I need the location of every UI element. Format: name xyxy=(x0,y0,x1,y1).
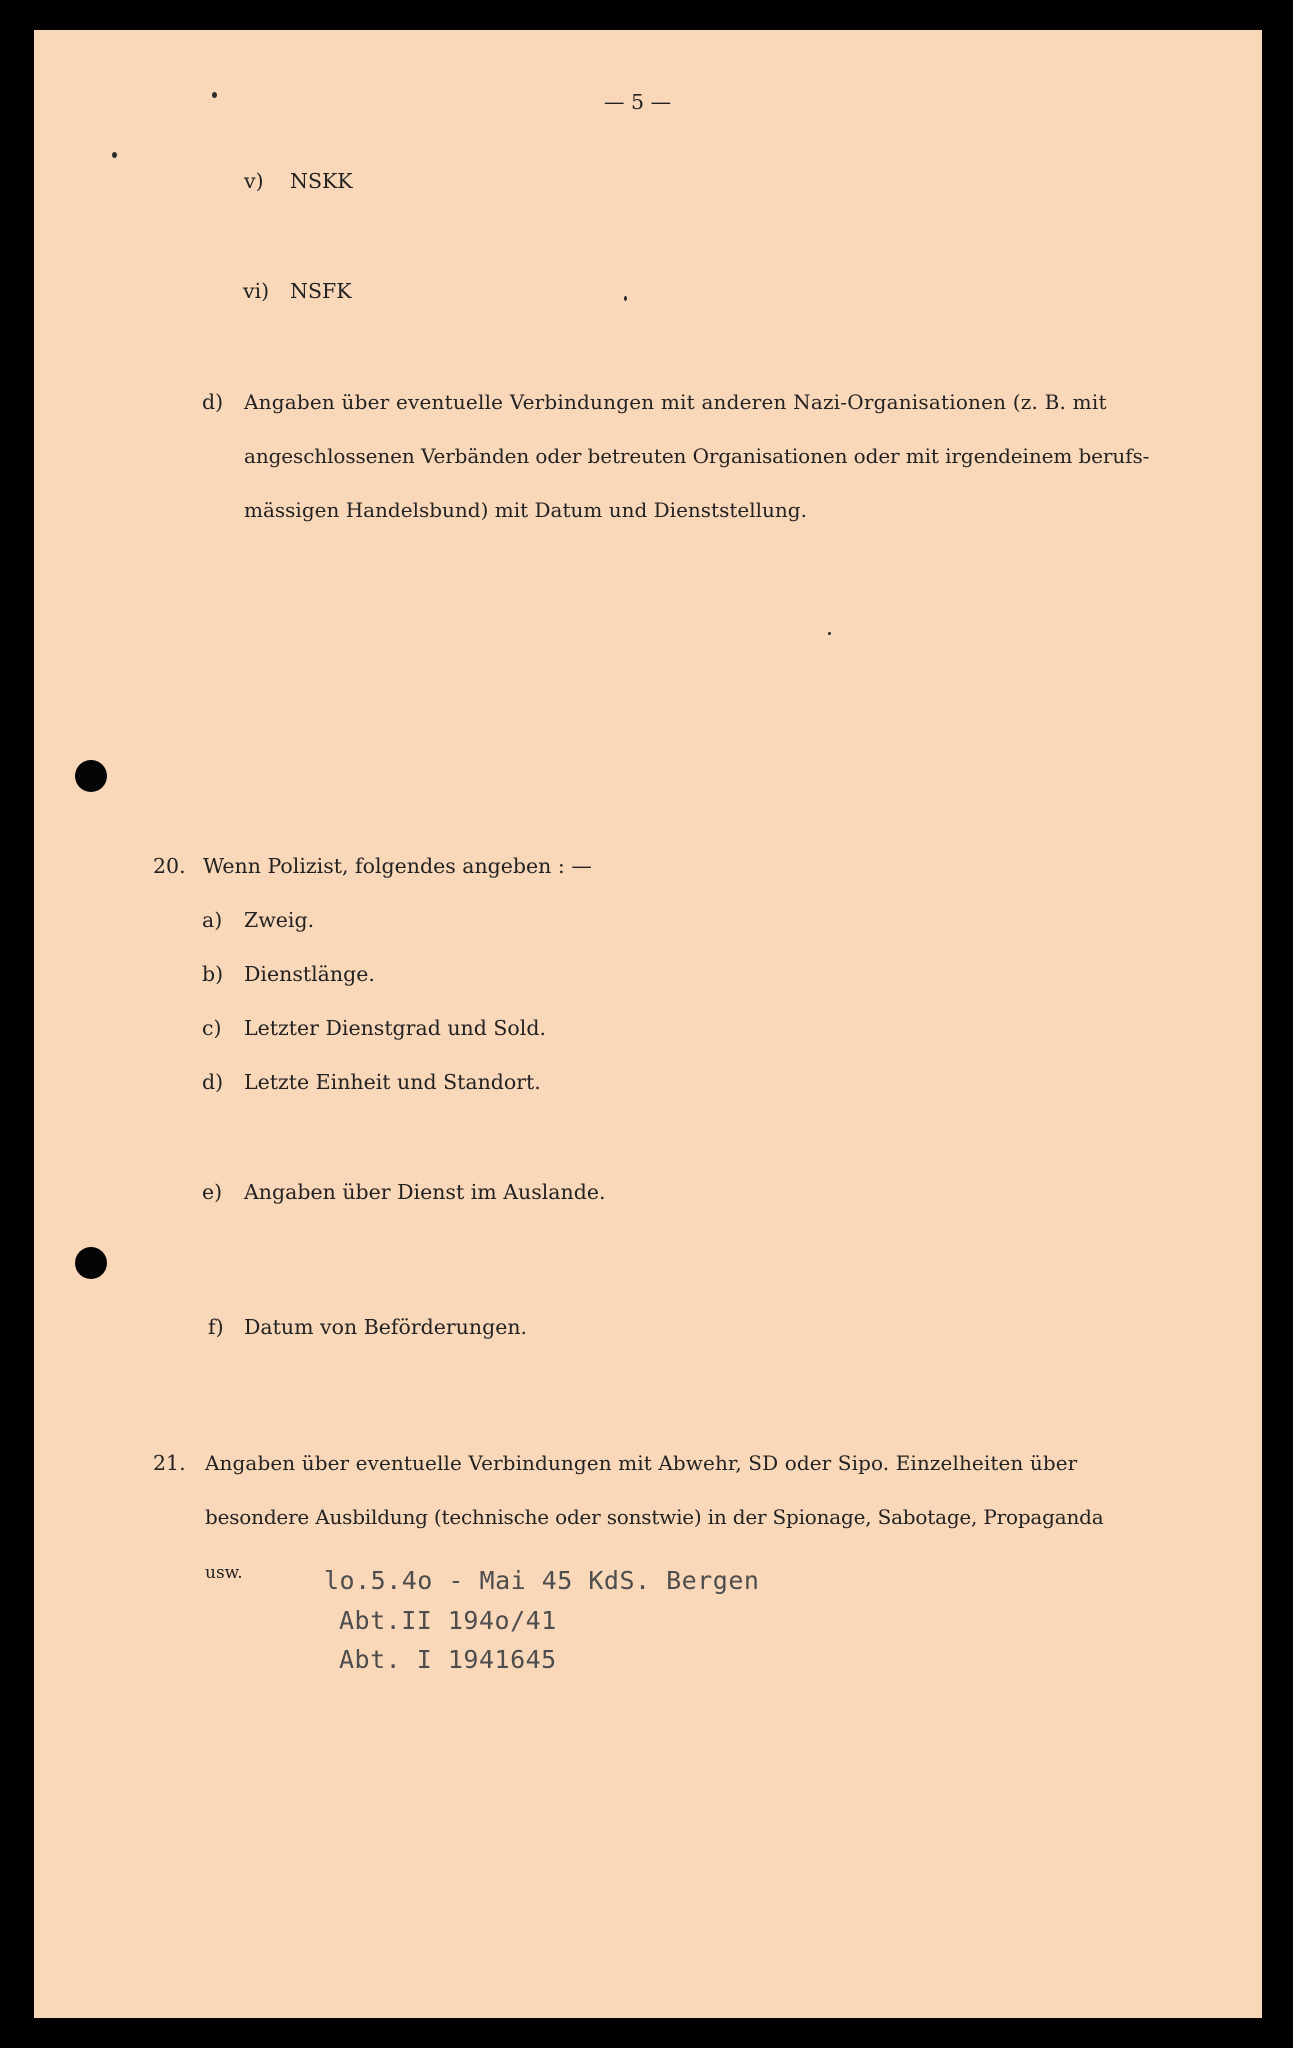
item-d-line-2: angeschlossenen Verbänden oder betreuten Organisationen oder mit irgendeinem berufs- xyxy=(244,444,1150,468)
q21-line-2: besondere Ausbildung (technische oder sonstwie) in der Spionage, Sabotage, Propaganda xyxy=(205,1505,1104,1529)
item-d-line-3: mässigen Handelsbund) mit Datum und Dienststellung. xyxy=(244,498,807,522)
q20-e-text: Angaben über Dienst im Auslande. xyxy=(244,1180,606,1204)
typed-answer-line-1: lo.5.4o - Mai 45 KdS. Bergen xyxy=(324,1566,760,1595)
punch-hole-bottom xyxy=(75,1247,107,1279)
punch-hole-top xyxy=(75,760,107,792)
typed-answer-line-2: Abt.II 194o/41 xyxy=(339,1606,557,1635)
q20-f-marker: f) xyxy=(208,1315,224,1339)
typed-answer-line-3: Abt. I 1941645 xyxy=(339,1645,557,1674)
q20-b-marker: b) xyxy=(202,962,224,986)
q20-text: Wenn Polizist, folgendes angeben : — xyxy=(203,854,592,878)
speck xyxy=(212,92,217,98)
q20-b-text: Dienstlänge. xyxy=(244,962,375,986)
q20-number: 20. xyxy=(153,854,186,878)
item-vi-marker: vi) xyxy=(243,279,270,303)
q21-number: 21. xyxy=(153,1451,186,1475)
q21-line-3: usw. xyxy=(205,1563,243,1583)
speck xyxy=(112,152,117,158)
q20-c-marker: c) xyxy=(202,1016,222,1040)
item-v-text: NSKK xyxy=(290,169,353,193)
q20-f-text: Datum von Beförderungen. xyxy=(244,1315,528,1339)
item-d-marker: d) xyxy=(202,390,224,414)
document-page xyxy=(34,30,1262,2018)
q20-c-text: Letzter Dienstgrad und Sold. xyxy=(244,1016,546,1040)
q20-d-marker: d) xyxy=(202,1070,224,1094)
speck xyxy=(624,296,627,301)
item-d-line-1: Angaben über eventuelle Verbindungen mit anderen Nazi-Organisationen (z. B. mit xyxy=(244,390,1107,414)
q20-d-text: Letzte Einheit und Standort. xyxy=(244,1070,541,1094)
page-number: — 5 — xyxy=(604,90,672,114)
q20-a-marker: a) xyxy=(202,908,223,932)
q21-line-1: Angaben über eventuelle Verbindungen mit Abwehr, SD oder Sipo. Einzelheiten über xyxy=(205,1451,1078,1475)
speck xyxy=(828,632,831,635)
item-v-marker: v) xyxy=(244,169,264,193)
q20-e-marker: e) xyxy=(202,1180,223,1204)
item-vi-text: NSFK xyxy=(290,279,352,303)
q20-a-text: Zweig. xyxy=(244,908,315,932)
